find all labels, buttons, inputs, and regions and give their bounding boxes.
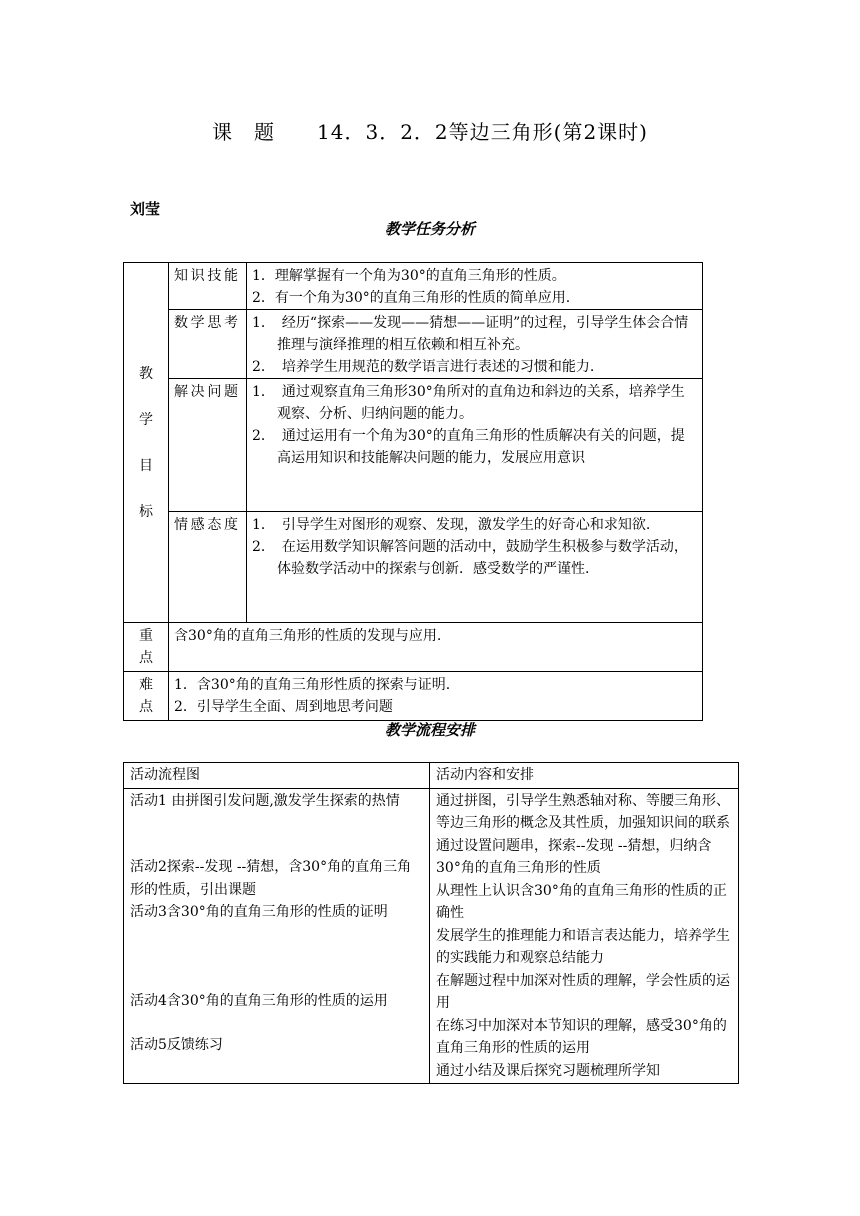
- process-title: 教学流程安排: [384, 721, 475, 739]
- activity-flow-spacer: [130, 946, 423, 968]
- activity-flow-item: 活动2探索--发现 --猜想，含30°角的直角三角形的性质，引出课题: [130, 859, 412, 898]
- objectives-label: [124, 263, 169, 623]
- objective-item: 1．理解掌握有一个角为30°的直角三角形的性质。: [252, 268, 566, 284]
- objective-content: [247, 379, 703, 512]
- key-point-row: [124, 623, 703, 672]
- activity-flow-spacer: [130, 924, 423, 946]
- difficult-point-item: 2．引导学生全面、周到地思考问题: [174, 699, 393, 715]
- process-body-row: [124, 788, 739, 1084]
- activity-flow-item: 活动1 由拼图引发问题,激发学生探索的热情: [130, 792, 400, 809]
- objective-category: 知识技能: [169, 263, 247, 310]
- process-header-flow: 活动流程图: [124, 763, 430, 789]
- objective-item: 2． 培养学生用规范的数学语言进行表述的习惯和能力.: [252, 359, 595, 375]
- objective-content: [247, 263, 703, 310]
- objective-item: 1． 引导学生对图形的观察、发现，激发学生的好奇心和求知欲.: [252, 517, 651, 533]
- objectives-label-char: 目: [139, 457, 153, 474]
- objective-row-problem-solving: [124, 379, 703, 512]
- activity-flow-item: 活动5反馈练习: [130, 1037, 223, 1053]
- objective-row-knowledge: [124, 263, 703, 310]
- objective-category: 解决问题: [169, 379, 247, 512]
- activity-content-item: 通过拼图，引导学生熟悉轴对称、等腰三角形、等边三角形的概念及其性质，加强知识间的联系: [436, 792, 730, 831]
- process-header-row: [124, 763, 739, 789]
- key-point-label-char: 重: [139, 628, 153, 644]
- objective-item: 1． 通过观察直角三角形30°角所对的直角边和斜边的关系，培养学生观察、分析、归纳问题的能力。: [252, 384, 685, 422]
- difficult-point-item: 1．含30°角的直角三角形性质的探索与证明.: [174, 677, 451, 693]
- objective-content: [247, 512, 703, 623]
- objective-item: 2．有一个角为30°的直角三角形的性质的简单应用.: [252, 290, 571, 306]
- objectives-table: [123, 262, 703, 721]
- objective-category: 情感态度: [169, 512, 247, 623]
- objectives-label-char: 教: [139, 365, 153, 382]
- author-name: 刘莹: [130, 200, 161, 218]
- key-point-label-char: 点: [139, 650, 153, 666]
- key-point-label: [124, 623, 169, 672]
- activity-flow-spacer: [130, 812, 423, 834]
- page-title: 课 题 14．3．2．2等边三角形(第2课时): [212, 120, 648, 144]
- objectives-label-char: 学: [139, 411, 153, 428]
- difficult-point-label-char: 难: [139, 677, 153, 693]
- difficult-point-content: [169, 672, 703, 721]
- key-point-text: 含30°角的直角三角形的性质的发现与应用.: [169, 623, 703, 672]
- activity-flow-item: 活动4含30°角的直角三角形的性质的运用: [130, 992, 388, 1009]
- objectives-label-char: 标: [139, 503, 153, 520]
- process-header-content: 活动内容和安排: [430, 763, 739, 789]
- activity-content-item: 通过小结及课后探究习题梳理所学知: [436, 1062, 660, 1079]
- objective-content: [247, 310, 703, 379]
- difficult-point-label: [124, 672, 169, 721]
- activity-flow-spacer: [130, 968, 423, 990]
- objective-row-thinking: [124, 310, 703, 379]
- activity-flow-spacer: [130, 1012, 423, 1034]
- activity-content-item: 通过设置问题串，探索--发现 --猜想，归纳含30°角的直角三角形的性质: [436, 837, 712, 876]
- objective-row-attitude: [124, 512, 703, 623]
- difficult-point-label-char: 点: [139, 699, 153, 715]
- task-analysis-title: 教学任务分析: [384, 220, 475, 238]
- activity-content-item: 从理性上认识含30°角的直角三角形的性质的正确性: [436, 882, 727, 921]
- objective-item: 2． 在运用数学知识解答问题的活动中，鼓励学生积极参与数学活动，体验数学活动中的探索与创新．感受数学的严谨性.: [252, 539, 688, 577]
- process-table: [123, 762, 739, 1084]
- activity-flow-spacer: [130, 834, 423, 856]
- objective-item: 2． 通过运用有一个角为30°的直角三角形的性质解决有关的问题，提高运用知识和技能解决问题的能力，发展应用意识: [252, 428, 685, 466]
- activity-content-item: 发展学生的推理能力和语言表达能力，培养学生的实践能力和观察总结能力: [436, 927, 730, 966]
- activity-content-item: 在解题过程中加深对性质的理解，学会性质的运用: [436, 972, 730, 1011]
- objective-category: 数学思考: [169, 310, 247, 379]
- activity-flow-item: 活动3含30°角的直角三角形的性质的证明: [130, 904, 388, 920]
- process-content-column: [430, 788, 739, 1084]
- difficult-point-row: [124, 672, 703, 721]
- process-flow-column: [124, 788, 430, 1084]
- activity-content-item: 在练习中加深对本节知识的理解，感受30°角的直角三角形的性质的运用: [436, 1017, 727, 1056]
- objective-item: 1． 经历“探索——发现——猜想——证明”的过程，引导学生体会合情推理与演绎推理的相互依赖和相互补充。: [252, 315, 689, 353]
